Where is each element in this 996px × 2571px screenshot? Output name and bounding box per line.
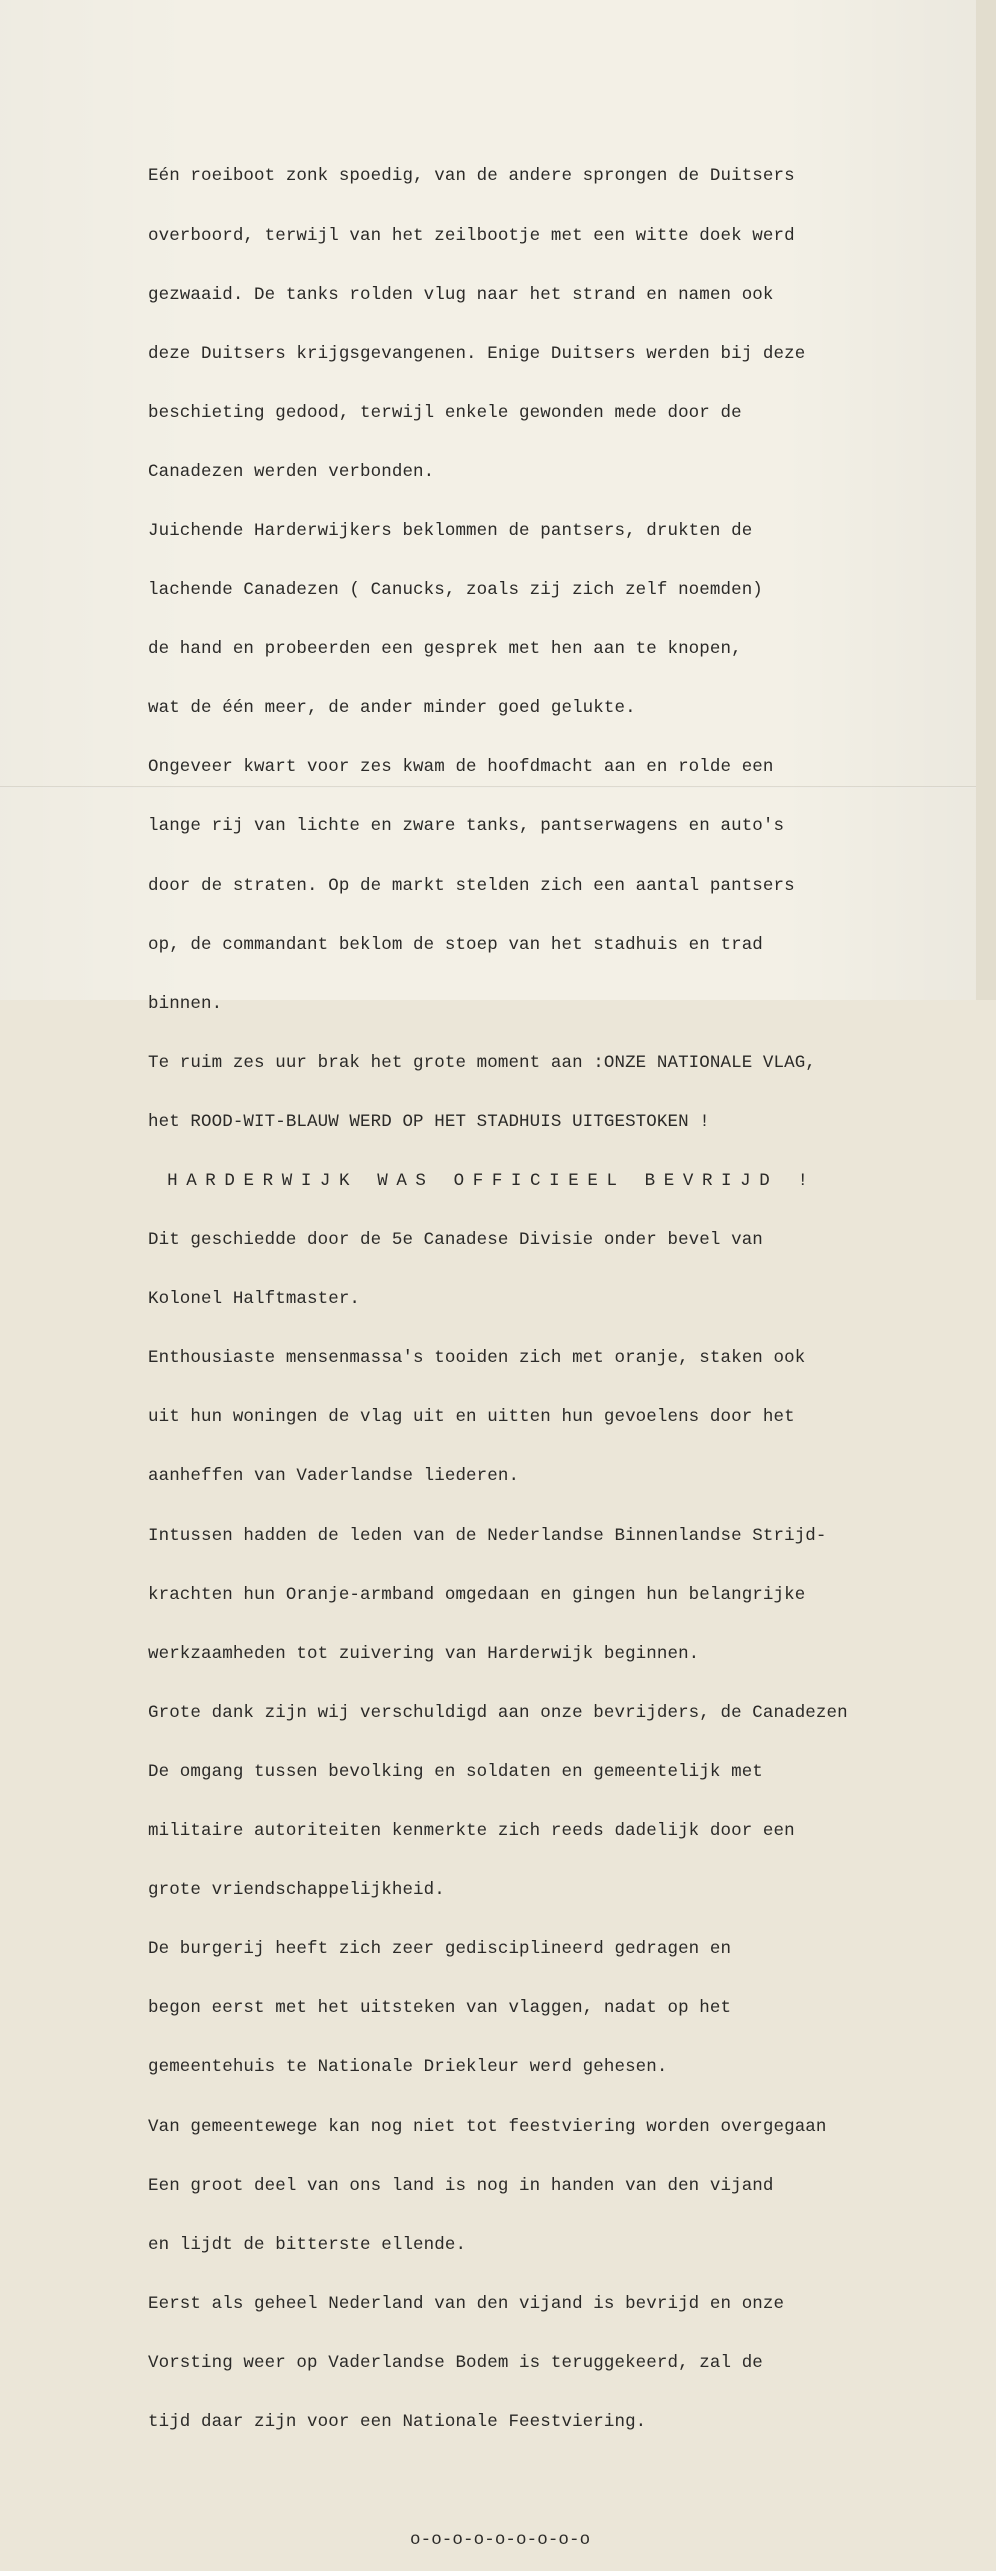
text-line: gemeentehuis te Nationale Driekleur werd gehesen. [148, 2057, 668, 2078]
paper-edge [976, 0, 996, 1000]
text-line: door de straten. Op de markt stelden zich een aantal pantsers [148, 875, 795, 896]
text-line: krachten hun Oranje-armband omgedaan en gingen hun belangrijke [148, 1584, 806, 1605]
text-line: aanheffen van Vaderlandse liederen. [148, 1466, 520, 1487]
text-line: de hand en probeerden een gesprek met hen aan te knopen, [148, 639, 742, 660]
text-line: Canadezen werden verbonden. [148, 461, 435, 482]
text-line: binnen. [148, 993, 223, 1014]
text-line: wat de één meer, de ander minder goed gelukte. [148, 698, 636, 719]
text-line: lange rij van lichte en zware tanks, pantserwagens en auto's [148, 816, 785, 837]
text-line: Vorsting weer op Vaderlandse Bodem is teruggekeerd, zal de [148, 2352, 763, 2373]
text-line: Intussen hadden de leden van de Nederlandse Binnenlandse Strijd- [148, 1525, 827, 1546]
text-line: Kolonel Halftmaster. [148, 1289, 361, 1310]
text-line: Een groot deel van ons land is nog in handen van den vijand [148, 2175, 774, 2196]
text-line: het ROOD-WIT-BLAUW WERD OP HET STADHUIS UITGESTOKEN ! [148, 1111, 710, 1132]
text-line: uit hun woningen de vlag uit en uitten hun gevoelens door het [148, 1407, 795, 1428]
text-line: Ongeveer kwart voor zes kwam de hoofdmacht aan en rolde een [148, 757, 774, 778]
text-line: Enthousiaste mensenmassa's tooiden zich met oranje, staken ook [148, 1348, 806, 1369]
text-line: deze Duitsers krijgsgevangenen. Enige Duitsers werden bij deze [148, 343, 806, 364]
text-line: begon eerst met het uitsteken van vlaggen, nadat op het [148, 1998, 732, 2019]
liberation-banner: HARDERWIJK WAS OFFICIEEL BEVRIJD ! [148, 1171, 817, 1191]
closing-divider: o-o-o-o-o-o-o-o-o [410, 2530, 591, 2551]
text-line: beschieting gedood, terwijl enkele gewonden mede door de [148, 402, 742, 423]
text-line: werkzaamheden tot zuivering van Harderwijk beginnen. [148, 1643, 700, 1664]
text-line: overboord, terwijl van het zeilbootje met een witte doek werd [148, 225, 795, 246]
text-line: lachende Canadezen ( Canucks, zoals zij zich zelf noemden) [148, 580, 763, 601]
text-line: Eén roeiboot zonk spoedig, van de andere sprongen de Duitsers [148, 166, 795, 187]
text-line: gezwaaid. De tanks rolden vlug naar het strand en namen ook [148, 284, 774, 305]
text-line: Dit geschiedde door de 5e Canadese Divisie onder bevel van [148, 1230, 763, 1251]
spacer [148, 2472, 938, 2492]
text-line: Juichende Harderwijkers beklommen de pantsers, drukten de [148, 520, 753, 541]
text-line: Te ruim zes uur brak het grote moment aan :ONZE NATIONALE VLAG, [148, 1052, 816, 1073]
text-line: Van gemeentewege kan nog niet tot feestviering worden overgegaan [148, 2116, 827, 2137]
text-line: grote vriendschappelijkheid. [148, 1880, 445, 1901]
text-line: militaire autoriteiten kenmerkte zich reeds dadelijk door een [148, 1821, 795, 1842]
text-line: en lijdt de bitterste ellende. [148, 2234, 467, 2255]
text-line: Eerst als geheel Nederland van den vijand is bevrijd en onze [148, 2293, 785, 2314]
text-line: De burgerij heeft zich zeer gedisciplineerd gedragen en [148, 1939, 732, 1960]
text-line: Grote dank zijn wij verschuldigd aan onze bevrijders, de Canadezen [148, 1702, 848, 1723]
text-line: tijd daar zijn voor een Nationale Feestviering. [148, 2411, 647, 2432]
typed-text-body [148, 128, 938, 2571]
text-line: op, de commandant beklom de stoep van het stadhuis en trad [148, 934, 763, 955]
text-line: De omgang tussen bevolking en soldaten en gemeentelijk met [148, 1761, 763, 1782]
